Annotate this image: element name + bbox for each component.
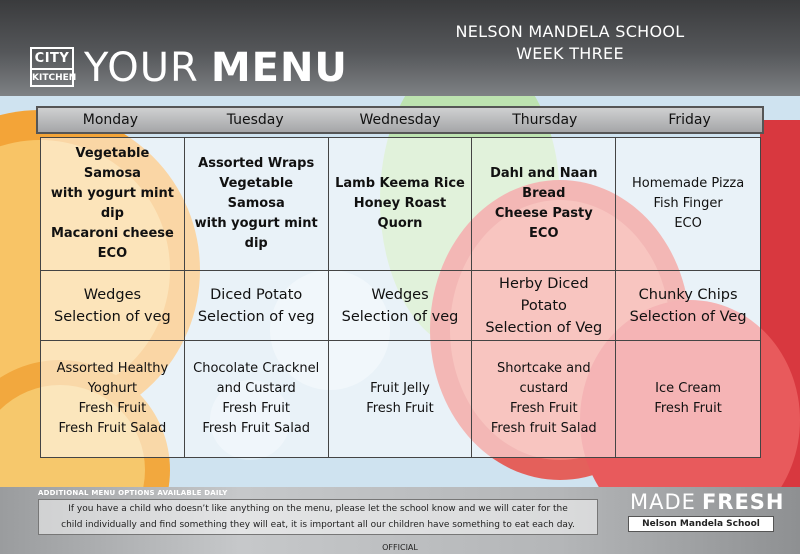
menu-item-line: Selection of Veg xyxy=(629,308,747,325)
menu-item-line: Fresh Fruit xyxy=(366,401,434,416)
logo-top-text: CITY xyxy=(32,49,72,70)
menu-item-line: Honey Roast xyxy=(353,196,447,211)
menu-cell-friday-row-1 xyxy=(616,138,760,271)
menu-item-line: Herby Diced xyxy=(499,275,589,292)
menu-grid xyxy=(40,137,761,458)
city-kitchen-logo xyxy=(30,47,77,87)
week-label: WEEK THREE xyxy=(516,44,624,63)
menu-cell-tuesday-row-2 xyxy=(185,271,329,341)
menu-cell-wednesday-row-2 xyxy=(329,271,473,341)
logo-bottom-text: KITCHEN xyxy=(32,73,77,83)
additional-options-heading: ADDITIONAL MENU OPTIONS AVAILABLE DAILY xyxy=(38,489,228,497)
note-line-2: child individually and find something they will eat, it is important all our children have something to eat each day. xyxy=(61,520,575,530)
menu-item-line: Selection of veg xyxy=(341,308,459,325)
menu-item-line: ECO xyxy=(97,246,128,261)
menu-item-line: Assorted Healthy xyxy=(56,361,169,376)
menu-item-line: Vegetable Samosa xyxy=(219,176,294,211)
menu-item-line: Macaroni cheese xyxy=(50,226,174,241)
menu-item-line: ECO xyxy=(529,226,559,241)
day-thursday: Thursday xyxy=(512,112,578,128)
menu-item-line: Fish Finger xyxy=(653,196,723,211)
title-light: YOUR xyxy=(84,45,199,91)
menu-cell-wednesday-row-3 xyxy=(329,341,473,457)
menu-item-line: Yoghurt xyxy=(87,381,138,396)
menu-item-line: Lamb Keema Rice xyxy=(335,176,465,191)
title-bold: MENU xyxy=(210,45,348,91)
day-header-row xyxy=(36,106,764,134)
dietary-note xyxy=(38,499,598,535)
note-line-1: If you have a child who doesn’t like anything on the menu, please let the school know and we will cater for the xyxy=(68,504,568,514)
menu-item-line: Wedges xyxy=(83,286,142,303)
menu-item-line: Cheese Pasty xyxy=(494,206,593,221)
menu-item-line: Dahl and Naan xyxy=(490,166,598,181)
menu-item-line: Wedges xyxy=(371,286,429,303)
menu-item-line: Shortcake and xyxy=(496,361,591,376)
menu-cell-monday-row-2 xyxy=(41,271,185,341)
menu-item-line: Selection of Veg xyxy=(485,319,603,336)
official-label: OFFICIAL xyxy=(382,543,418,552)
made-text: MADE xyxy=(630,490,696,514)
school-name: NELSON MANDELA SCHOOL xyxy=(455,22,685,41)
made-fresh-logo xyxy=(630,490,785,514)
menu-item-line: Ice Cream xyxy=(655,381,722,396)
day-friday: Friday xyxy=(668,112,711,128)
menu-item-line: Assorted Wraps xyxy=(198,156,315,171)
menu-cell-friday-row-2 xyxy=(616,271,760,341)
menu-item-line: Potato xyxy=(520,297,567,314)
menu-item-line: with yogurt mint xyxy=(194,216,318,231)
menu-cell-monday-row-1 xyxy=(41,138,185,271)
day-monday: Monday xyxy=(82,112,139,128)
menu-cell-tuesday-row-1 xyxy=(185,138,329,271)
menu-item-line: Chocolate Cracknel xyxy=(193,361,320,376)
menu-item-line: Fresh Fruit Salad xyxy=(202,421,311,436)
menu-cell-thursday-row-1 xyxy=(472,138,616,271)
menu-item-line: Fresh Fruit xyxy=(510,401,578,416)
menu-item-line: with yogurt mint xyxy=(50,186,174,201)
menu-cell-tuesday-row-3 xyxy=(185,341,329,457)
menu-item-line: Fresh Fruit xyxy=(654,401,722,416)
menu-item-line: Fresh Fruit xyxy=(78,401,147,416)
menu-item-line: Homemade Pizza xyxy=(632,176,745,191)
menu-cell-monday-row-3 xyxy=(41,341,185,457)
menu-item-line: Selection of veg xyxy=(54,308,171,325)
menu-item-line: Bread xyxy=(522,186,566,201)
menu-item-line: ECO xyxy=(674,216,702,231)
menu-item-line: Fresh Fruit xyxy=(222,401,290,416)
menu-item-line: custard xyxy=(519,381,569,396)
menu-item-line: Fresh Fruit Salad xyxy=(58,421,167,436)
page-title xyxy=(84,44,348,92)
menu-cell-thursday-row-2 xyxy=(472,271,616,341)
day-wednesday: Wednesday xyxy=(359,112,441,128)
menu-item-line: Fruit Jelly xyxy=(370,381,430,396)
menu-item-line: and Custard xyxy=(216,381,296,396)
fresh-text: FRESH xyxy=(701,490,785,514)
menu-item-line: Selection of veg xyxy=(197,308,315,325)
menu-item-line: Chunky Chips xyxy=(638,286,738,303)
menu-item-line: dip xyxy=(244,236,268,251)
menu-item-line: dip xyxy=(100,206,124,221)
menu-item-line: Diced Potato xyxy=(210,286,303,303)
day-tuesday: Tuesday xyxy=(226,112,284,128)
menu-cell-wednesday-row-1 xyxy=(329,138,473,271)
menu-cell-thursday-row-3 xyxy=(472,341,616,457)
menu-item-line: Quorn xyxy=(377,216,423,231)
menu-cell-friday-row-3 xyxy=(616,341,760,457)
footer-school-name: Nelson Mandela School xyxy=(628,516,774,532)
menu-item-line: Fresh fruit Salad xyxy=(490,421,597,436)
menu-item-line: Vegetable Samosa xyxy=(75,146,150,181)
